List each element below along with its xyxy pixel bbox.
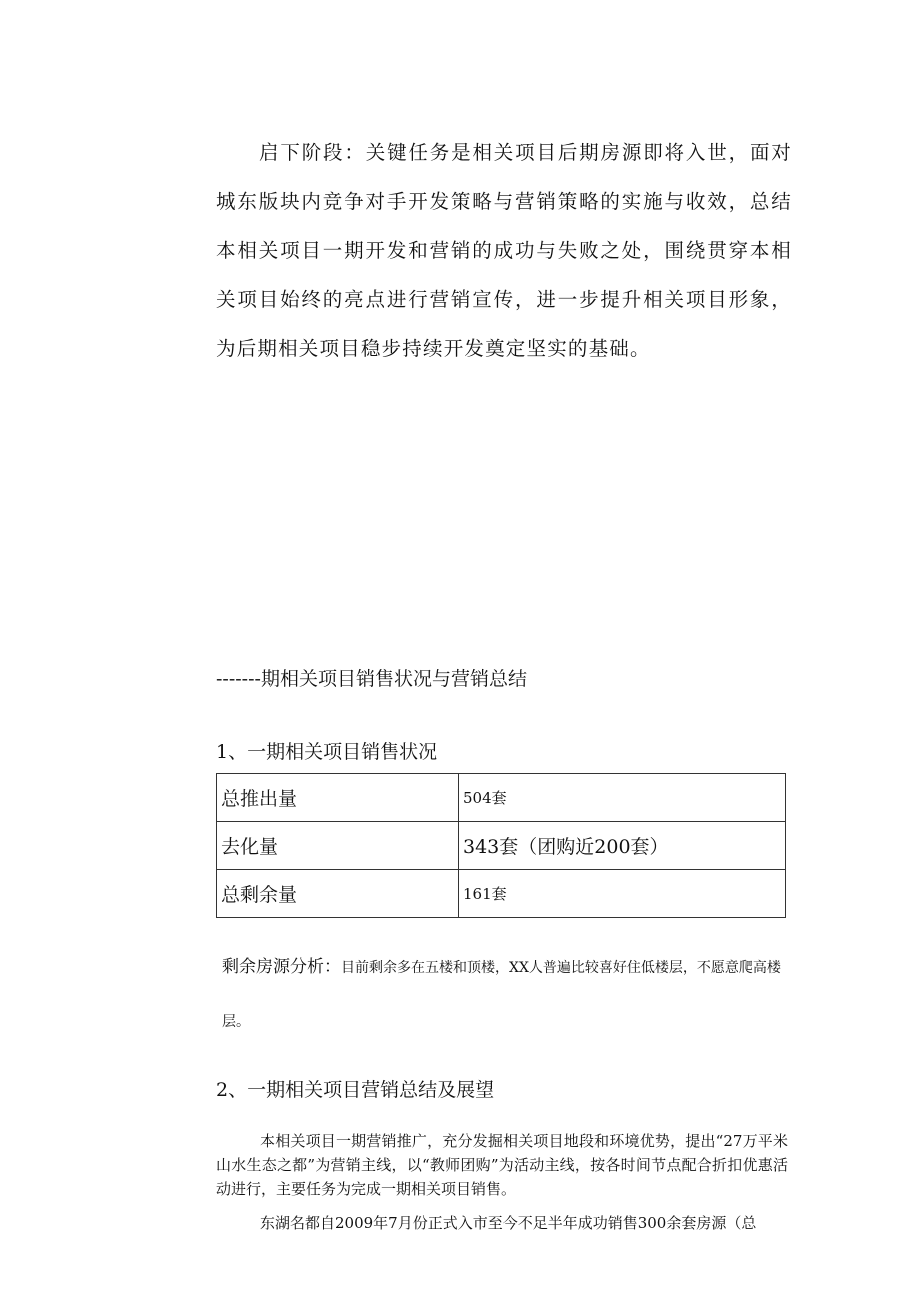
sales-status-heading: 1、一期相关项目销售状况 xyxy=(216,741,438,763)
table-cell-value: 504套 xyxy=(459,774,786,822)
remaining-analysis-text: 目前剩余多在五楼和顶楼，XX人普遍比较喜好住低楼层，不愿意爬高楼层。 xyxy=(222,960,781,1030)
table-cell-label: 总推出量 xyxy=(217,774,459,822)
table-row xyxy=(217,774,786,822)
table-cell-label: 总剩余量 xyxy=(217,870,459,918)
table-cell-value: 161套 xyxy=(459,870,786,918)
intro-paragraph: 启下阶段：关键任务是相关项目后期房源即将入世，面对城东版块内竞争对手开发策略与营销策略的实施与收效，总结本相关项目一期开发和营销的成功与失败之处，围绕贯穿本相关项目始终的亮点进行营销宣传，进一步提升相关项目形象，为后期相关项目稳步持续开发奠定坚实的基础。 xyxy=(216,141,792,360)
remaining-analysis xyxy=(222,940,790,1049)
table-row xyxy=(217,822,786,870)
marketing-summary-heading: 2、一期相关项目营销总结及展望 xyxy=(216,1079,495,1101)
remaining-analysis-label: 剩余房源分析： xyxy=(222,957,341,977)
table-row xyxy=(217,870,786,918)
marketing-summary-paragraph: 本相关项目一期营销推广，充分发掘相关项目地段和环境优势，提出“27万平米山水生态之都”为营销主线，以“教师团购”为活动主线，按各时间节点配合折扣优惠活动进行，主要任务为完成一期相关项目销售。 xyxy=(216,1132,788,1198)
sales-result-paragraph: 东湖名都自2009年7月份正式入市至今不足半年成功销售300余套房源（总 xyxy=(260,1214,757,1232)
sales-status-table xyxy=(216,773,786,918)
table-cell-value: 343套（团购近200套） xyxy=(459,822,786,870)
table-cell-label: 去化量 xyxy=(217,822,459,870)
section-title: -------期相关项目销售状况与营销总结 xyxy=(216,668,527,690)
